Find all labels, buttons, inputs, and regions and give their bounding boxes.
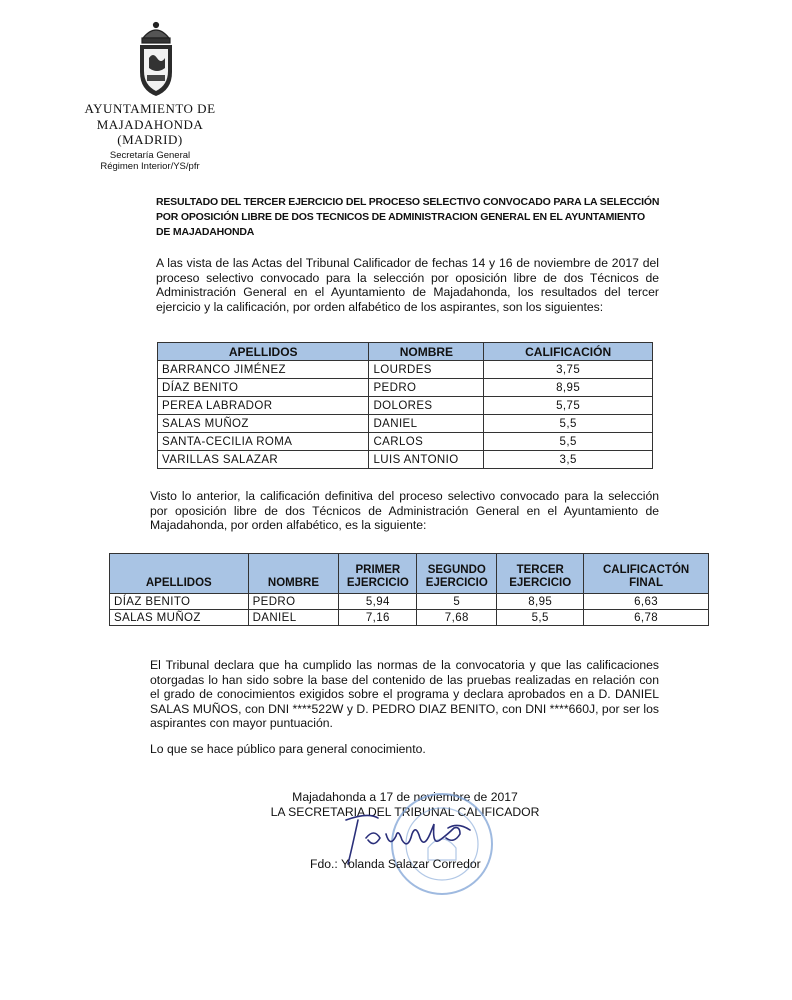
document-title: RESULTADO DEL TERCER EJERCICIO DEL PROCESO SELECTIVO CONVOCADO PARA LA SELECCIÓN POR OPOSICIÓN LIBRE DE DOS TECNICOS DE ADMINISTRACION GENERAL EN EL AYUNTAMIENTO DE MAJADAHONDA — [156, 196, 660, 238]
cell-calificacion: 5,5 — [484, 415, 653, 433]
col-calificacion-final: CALIFICACTÓN FINAL — [584, 554, 709, 594]
col-nombre: NOMBRE — [248, 554, 339, 594]
table-row — [110, 610, 709, 626]
cell-primer: 7,16 — [339, 610, 417, 626]
table-row — [110, 594, 709, 610]
table-row — [158, 415, 653, 433]
table-row — [158, 451, 653, 469]
col-nombre: NOMBRE — [369, 343, 484, 361]
third-exercise-table — [157, 342, 653, 469]
col-tercer-ejercicio: TERCER EJERCICIO — [497, 554, 584, 594]
cell-calificacion: 8,95 — [484, 379, 653, 397]
col-apellidos: APELLIDOS — [110, 554, 249, 594]
intro-paragraph: A las vista de las Actas del Tribunal Calificador de fechas 14 y 16 de noviembre de 2017 del proceso selectivo convocado para la selección por oposición libre de dos Técnicos de Administración General en el Ayuntamiento de Majadahonda, los resultados del tercer ejercicio y la calificación, por orden alfabético de los aspirantes, son los siguientes: — [156, 256, 659, 314]
col-segundo-ejercicio: SEGUNDO EJERCICIO — [417, 554, 497, 594]
cell-calificacion: 3,75 — [484, 361, 653, 379]
cell-nombre: DANIEL — [248, 610, 339, 626]
cell-nombre: LUIS ANTONIO — [369, 451, 484, 469]
signer-role: LA SECRETARIA DEL TRIBUNAL CALIFICADOR — [270, 804, 540, 819]
col-primer-ejercicio: PRIMER EJERCICIO — [339, 554, 417, 594]
cell-nombre: DANIEL — [369, 415, 484, 433]
cell-apellidos: DÍAZ BENITO — [110, 594, 249, 610]
cell-segundo: 5 — [417, 594, 497, 610]
table-header-row — [110, 554, 709, 594]
coat-of-arms-icon — [133, 20, 179, 98]
final-score-table — [109, 553, 709, 626]
cell-calificacion: 5,5 — [484, 433, 653, 451]
cell-apellidos: VARILLAS SALAZAR — [158, 451, 369, 469]
col-apellidos: APELLIDOS — [158, 343, 369, 361]
tribunal-declaration: El Tribunal declara que ha cumplido las normas de la convocatoria y que las calificaciones otorgadas lo han sido sobre la base del contenido de las pruebas realizadas en relación con el grado de conocimientos exigidos sobre el programa y declara aprobados en a D. DANIEL SALAS MUÑOS, con DNI ****522W y D. PEDRO DIAZ BENITO, con DNI ****660J, por ser los aspirantes con mayor puntuación. — [150, 658, 659, 731]
table-row — [158, 433, 653, 451]
cell-tercer: 5,5 — [497, 610, 584, 626]
cell-nombre: PEDRO — [369, 379, 484, 397]
cell-apellidos: SANTA-CECILIA ROMA — [158, 433, 369, 451]
cell-apellidos: BARRANCO JIMÉNEZ — [158, 361, 369, 379]
cell-nombre: CARLOS — [369, 433, 484, 451]
org-line-2: MAJADAHONDA — [96, 116, 204, 132]
cell-nombre: DOLORES — [369, 397, 484, 415]
place-date: Majadahonda a 17 de noviembre de 2017 — [292, 790, 518, 804]
cell-apellidos: PEREA LABRADOR — [158, 397, 369, 415]
cell-calificacion: 3,5 — [484, 451, 653, 469]
table-row — [158, 379, 653, 397]
cell-apellidos: SALAS MUÑOZ — [158, 415, 369, 433]
cell-final: 6,78 — [584, 610, 709, 626]
publication-note: Lo que se hace público para general conocimiento. — [150, 742, 426, 756]
dept-line-2: Régimen Interior/YS/pfr — [100, 161, 200, 172]
org-line-1: AYUNTAMIENTO DE — [84, 101, 216, 116]
cell-calificacion: 5,75 — [484, 397, 653, 415]
cell-primer: 5,94 — [339, 594, 417, 610]
cell-tercer: 8,95 — [497, 594, 584, 610]
cell-segundo: 7,68 — [417, 610, 497, 626]
cell-apellidos: DÍAZ BENITO — [158, 379, 369, 397]
final-paragraph: Visto lo anterior, la calificación definitiva del proceso selectivo convocado para la selección por oposición libre de dos Técnicos de Administración General en el Ayuntamiento de Majadahonda, por orden alfabético, es la siguiente: — [150, 489, 659, 533]
dept-line-1: Secretaría General — [109, 150, 191, 161]
table-row — [158, 361, 653, 379]
cell-nombre: PEDRO — [248, 594, 339, 610]
col-calificacion: CALIFICACIÓN — [484, 343, 653, 361]
cell-final: 6,63 — [584, 594, 709, 610]
signed-by: Fdo.: Yolanda Salazar Corredor — [310, 857, 481, 871]
department — [70, 150, 230, 172]
org-line-3: (MADRID) — [117, 132, 183, 147]
cell-nombre: LOURDES — [369, 361, 484, 379]
table-row — [158, 397, 653, 415]
cell-apellidos: SALAS MUÑOZ — [110, 610, 249, 626]
table-header-row — [158, 343, 653, 361]
organization-name — [70, 101, 230, 148]
